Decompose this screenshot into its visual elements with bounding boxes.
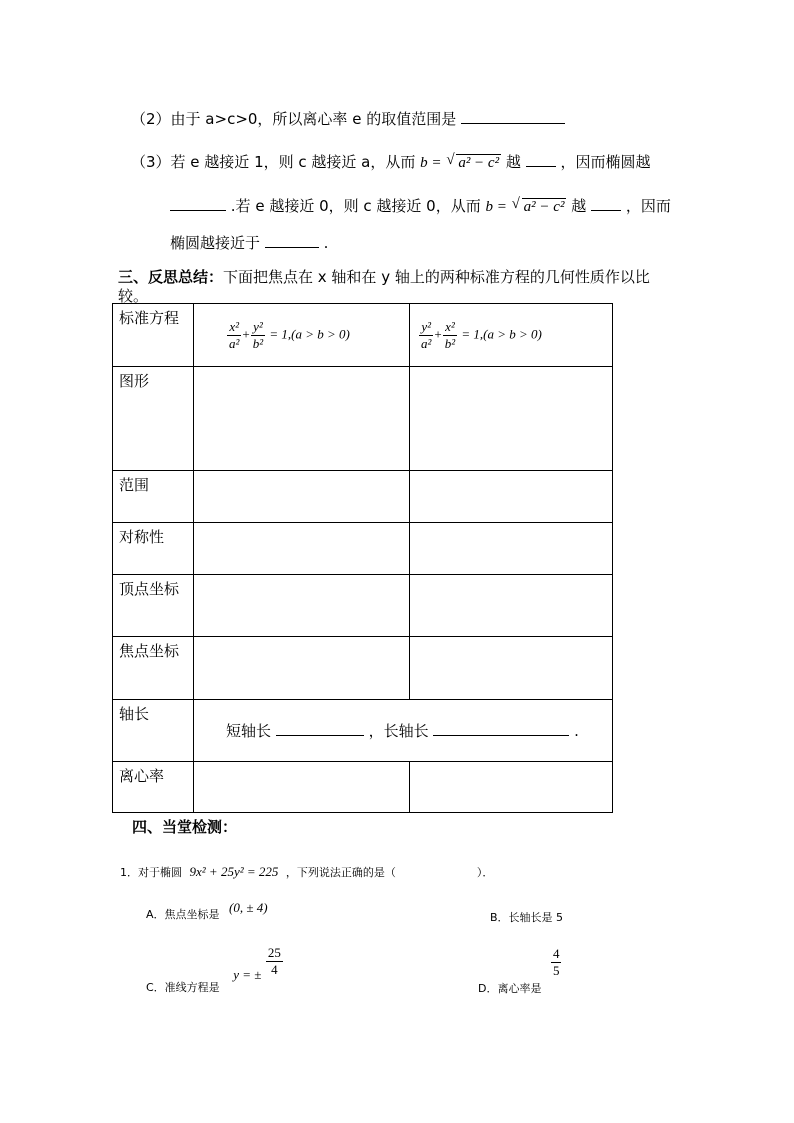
- question-2: [131, 108, 565, 129]
- denominator: a²: [421, 335, 432, 351]
- short-axis-blank[interactable]: [276, 734, 364, 736]
- long-axis-blank[interactable]: [433, 734, 569, 736]
- table-cell: [113, 575, 194, 637]
- question-3-line-1: [131, 151, 650, 172]
- question-3-text: （3）若 e 越接近 1，则 c 越接近 a，从而: [131, 153, 416, 171]
- question-3-text: ，因而椭圆越: [560, 153, 651, 171]
- question-1-suffix: ，下列说法正确的是（: [285, 866, 396, 879]
- question-3-text: ，因而: [625, 197, 671, 215]
- table-row: [113, 367, 613, 471]
- table-cell: [113, 367, 194, 471]
- ellipse-equation: 9x² + 25y² = 225: [189, 864, 279, 879]
- option-c-lhs: y = ±: [233, 966, 262, 982]
- fraction: [419, 319, 433, 352]
- denominator: 4: [271, 962, 278, 977]
- question-3-text: 越: [571, 197, 587, 215]
- equation-y-focus: $\frac{\text{y²}}{\text{a²}}$ + $\frac{\text{x²}}{\text{b²}}$ = 1,(a > b > 0): [421, 318, 542, 351]
- answer-cell[interactable]: [410, 471, 613, 523]
- numerator: y²: [253, 318, 263, 334]
- answer-cell[interactable]: [410, 762, 613, 813]
- equation-tail: = 1,(a > b > 0): [269, 325, 350, 341]
- section-3-title: [118, 266, 650, 287]
- answer-blank: [265, 246, 319, 248]
- option-a-label: A．焦点坐标是: [146, 908, 220, 921]
- question-1-prefix: 1．对于椭圆: [120, 866, 182, 879]
- answer-blank: [526, 165, 556, 167]
- answer-cell[interactable]: [194, 367, 410, 471]
- table-row: [113, 700, 613, 762]
- table-cell: [113, 304, 194, 367]
- radical-sign: √: [511, 196, 520, 212]
- sqrt-expression: [446, 154, 501, 172]
- row-label: 轴长: [119, 705, 150, 723]
- b-equation: b =: [420, 155, 442, 171]
- equation-tail: = 1,(a > b > 0): [461, 325, 542, 341]
- numerator: x²: [445, 318, 455, 334]
- denominator: 5: [552, 963, 560, 978]
- option-d-fraction: [551, 946, 562, 979]
- table-row: [113, 523, 613, 575]
- option-a[interactable]: [146, 900, 268, 922]
- answer-blank: [591, 209, 621, 211]
- period: .: [574, 722, 579, 740]
- question-3-line-3: [170, 232, 328, 253]
- option-d[interactable]: [478, 946, 562, 995]
- table-cell: [113, 523, 194, 575]
- denominator: b²: [252, 335, 264, 351]
- numerator: 25: [267, 945, 281, 960]
- table-cell: [113, 471, 194, 523]
- question-2-text: （2）由于 a>c>0，所以离心率 e 的取值范围是: [131, 110, 457, 128]
- answer-cell[interactable]: [194, 762, 410, 813]
- row-label: 顶点坐标: [119, 580, 180, 598]
- question-3-text: .若 e 越接近 0，则 c 越接近 0，从而: [230, 197, 481, 215]
- ellipse-properties-table: [112, 303, 613, 813]
- table-row: [113, 575, 613, 637]
- equation-x-focus: $\frac{\text{x²}}{\text{a²}}$ + $\frac{\text{y²}}{\text{b²}}$ = 1,(a > b > 0): [229, 318, 350, 351]
- answer-cell[interactable]: [194, 637, 410, 700]
- row-label: 图形: [119, 372, 150, 390]
- fraction: [227, 319, 241, 352]
- row-label: 范围: [119, 476, 150, 494]
- table-row: [113, 762, 613, 813]
- option-a-value: (0, ± 4): [229, 900, 268, 915]
- row-label: 对称性: [119, 528, 165, 546]
- table-cell: [113, 700, 194, 762]
- sqrt-content: a² − c²: [458, 155, 500, 171]
- section-3-title-bold: 三、反思总结：: [118, 268, 224, 286]
- fraction: [251, 319, 265, 352]
- option-d-label: D．离心率是: [478, 981, 542, 995]
- question-1: [120, 864, 493, 880]
- answer-cell[interactable]: [194, 523, 410, 575]
- question-3-text: 椭圆越接近于: [170, 234, 261, 252]
- section-3-title-wrap: 较。: [118, 287, 149, 305]
- b-equation: b =: [485, 199, 507, 215]
- row-label: 离心率: [119, 767, 165, 785]
- fraction: [443, 319, 457, 352]
- option-b[interactable]: [490, 909, 563, 925]
- answer-cell[interactable]: [410, 637, 613, 700]
- section-3-title-text: 下面把焦点在 x 轴和在 y 轴上的两种标准方程的几何性质作以比: [223, 268, 650, 286]
- denominator: b²: [444, 335, 456, 351]
- option-b-label: B．长轴长是 5: [490, 911, 564, 924]
- answer-cell[interactable]: [410, 575, 613, 637]
- table-cell: [194, 304, 410, 367]
- option-c[interactable]: [146, 945, 284, 994]
- table-row: [113, 471, 613, 523]
- table-cell: [410, 304, 613, 367]
- table-cell: [113, 762, 194, 813]
- section-4-title: 四、当堂检测：: [132, 818, 238, 836]
- answer-cell[interactable]: [410, 523, 613, 575]
- answer-blank: [170, 209, 226, 211]
- denominator: a²: [229, 335, 240, 351]
- row-label: 焦点坐标: [119, 642, 180, 660]
- answer-cell[interactable]: [194, 575, 410, 637]
- sqrt-expression: [512, 198, 567, 216]
- sqrt-content: a² − c²: [523, 199, 565, 215]
- numerator: y²: [421, 318, 432, 334]
- question-3-line-2: [170, 195, 671, 216]
- answer-cell[interactable]: [410, 367, 613, 471]
- short-axis-label: 短轴长: [226, 722, 272, 740]
- table-row: [113, 304, 613, 367]
- radical-sign: √: [446, 152, 455, 168]
- question-1-close: ）．: [476, 866, 494, 879]
- row-label: 标准方程: [119, 309, 180, 327]
- table-row: [113, 637, 613, 700]
- question-3-text: 越: [505, 153, 521, 171]
- axis-length-cell: [194, 700, 613, 762]
- answer-blank: [461, 122, 565, 124]
- long-axis-label: ，长轴长: [368, 722, 429, 740]
- option-c-fraction: [266, 945, 283, 978]
- option-c-label: C．准线方程是: [146, 980, 220, 994]
- table-cell: [113, 637, 194, 700]
- answer-cell[interactable]: [194, 471, 410, 523]
- numerator: 4: [552, 946, 560, 961]
- question-3-text: .: [323, 234, 329, 252]
- axis-length-text: [194, 720, 612, 741]
- numerator: x²: [229, 318, 240, 334]
